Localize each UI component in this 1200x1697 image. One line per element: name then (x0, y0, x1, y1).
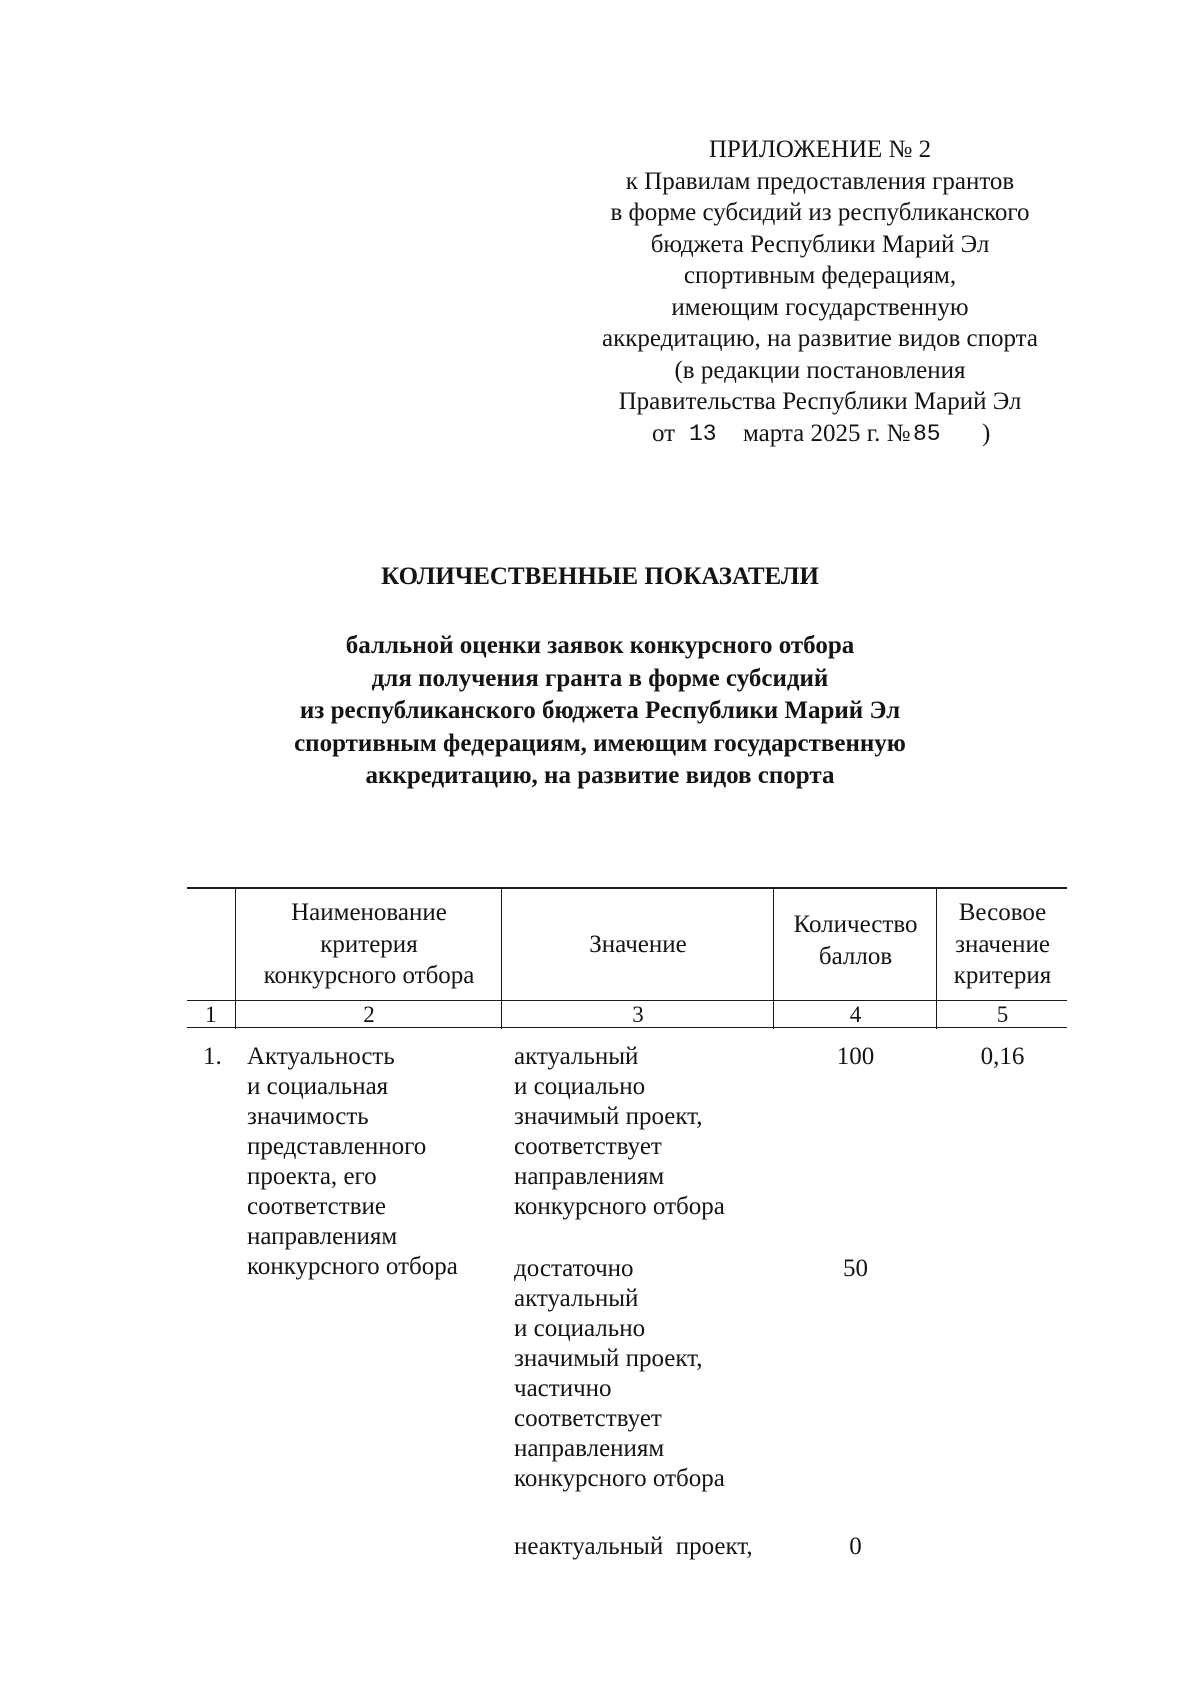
value-line: частично (514, 1375, 612, 1402)
header-weight (938, 889, 1067, 1000)
criterion-cell (247, 1042, 490, 1282)
criterion-line (247, 1072, 490, 1102)
column-divider (501, 889, 502, 1029)
value-line: направлениям (514, 1163, 665, 1190)
value-word: проект, (625, 1103, 703, 1130)
header-criterion-line: критерия (320, 930, 418, 958)
subtitle-line: аккредитацию, на развитие видов спорта (365, 762, 835, 789)
column-number: 3 (632, 1002, 644, 1027)
header-criterion-line: конкурсного отбора (263, 962, 475, 990)
value-line: достаточно (514, 1255, 634, 1282)
header-points (775, 889, 936, 1000)
value-line (514, 1072, 762, 1102)
table-header (187, 887, 1067, 1029)
header-weight-line: значение (955, 930, 1050, 958)
header-criterion-line: Наименование (291, 899, 447, 927)
value-word: социально (533, 1073, 646, 1100)
criterion-line: значимость (247, 1103, 369, 1130)
header-points-line: баллов (818, 942, 893, 970)
header-weight-line: Весовое (958, 899, 1047, 927)
value-line: конкурсного отбора (514, 1193, 725, 1220)
value-option-cell (514, 1042, 762, 1222)
value-word: и (514, 1315, 528, 1342)
value-word: социально (533, 1315, 646, 1342)
value-line: актуальный (514, 1043, 639, 1070)
date-prefix: от (652, 419, 676, 447)
criterion-line: конкурсного отбора (247, 1253, 458, 1280)
points-cell: 0 (849, 1533, 862, 1560)
column-number: 1 (205, 1002, 217, 1027)
criterion-word: социальная (266, 1073, 389, 1100)
column-number: 5 (996, 1002, 1009, 1027)
value-line (514, 1102, 762, 1132)
value-line (514, 1344, 762, 1374)
appendix-header (560, 134, 1080, 449)
document-subtitle (0, 630, 1200, 793)
document-title: КОЛИЧЕСТВЕННЫЕ ПОКАЗАТЕЛИ (381, 563, 819, 590)
value-line: актуальный (514, 1285, 639, 1312)
value-word: значимый (514, 1103, 620, 1130)
appendix-line: Правительства Республики Марий Эл (618, 388, 1022, 415)
resolution-date-line (560, 418, 1080, 450)
value-line: соответствует (514, 1405, 662, 1432)
criterion-line: Актуальность (247, 1043, 395, 1070)
value-option-cell (514, 1532, 774, 1562)
value-line: направлениям (514, 1435, 665, 1462)
header-value (503, 889, 773, 1000)
points-cell: 100 (836, 1043, 875, 1070)
appendix-line: аккредитацию, на развитие видов спорта (602, 325, 1038, 352)
criterion-line: направлениям (247, 1223, 398, 1250)
appendix-line: к Правилам предоставления грантов (625, 167, 1015, 195)
value-line: соответствует (514, 1133, 662, 1160)
header-criterion (237, 889, 501, 1000)
value-line: неактуальный проект, (514, 1533, 753, 1560)
appendix-number: ПРИЛОЖЕНИЕ № 2 (708, 136, 932, 163)
subtitle-line: спортивным федерациям, имеющим государственную (294, 729, 906, 757)
appendix-line: (в редакции постановления (674, 356, 966, 384)
column-number: 2 (363, 1002, 375, 1027)
criterion-line (247, 1162, 490, 1192)
criterion-line: соответствие (247, 1193, 386, 1220)
criterion-word: проекта, (247, 1163, 338, 1190)
date-month-year: марта 2025 г. № (743, 419, 911, 447)
row-number: 1. (203, 1043, 222, 1070)
criterion-word: и (247, 1073, 261, 1100)
value-word: проект, (625, 1345, 703, 1372)
subtitle-line: балльной оценки заявок конкурсного отбора (345, 632, 855, 659)
header-value-label: Значение (589, 930, 687, 958)
column-divider (936, 889, 937, 1029)
value-option-cell (514, 1254, 762, 1494)
header-weight-line: критерия (953, 962, 1052, 990)
date-close-paren: ) (982, 419, 991, 447)
column-divider (773, 889, 774, 1029)
points-cell: 50 (843, 1255, 868, 1282)
column-number: 4 (849, 1002, 862, 1027)
resolution-number: 85 (913, 420, 941, 447)
appendix-line: спортивным федерациям, (683, 262, 957, 289)
value-word: значимый (514, 1345, 620, 1372)
value-word: и (514, 1073, 528, 1100)
header-points-line: Количество (793, 911, 918, 938)
value-line (514, 1314, 762, 1344)
appendix-line: бюджета Республики Марий Эл (650, 230, 990, 258)
subtitle-line: из республиканского бюджета Республики Марий Эл (299, 697, 901, 724)
criterion-word: его (343, 1163, 377, 1190)
subtitle-line: для получения гранта в форме субсидий (371, 664, 829, 692)
weight-cell: 0,16 (980, 1043, 1025, 1070)
value-line: конкурсного отбора (514, 1465, 725, 1492)
appendix-line: имеющим государственную (671, 293, 969, 321)
appendix-line: в форме субсидий из республиканского (610, 199, 1030, 226)
criterion-line: представленного (247, 1133, 427, 1160)
date-day: 13 (689, 420, 717, 447)
